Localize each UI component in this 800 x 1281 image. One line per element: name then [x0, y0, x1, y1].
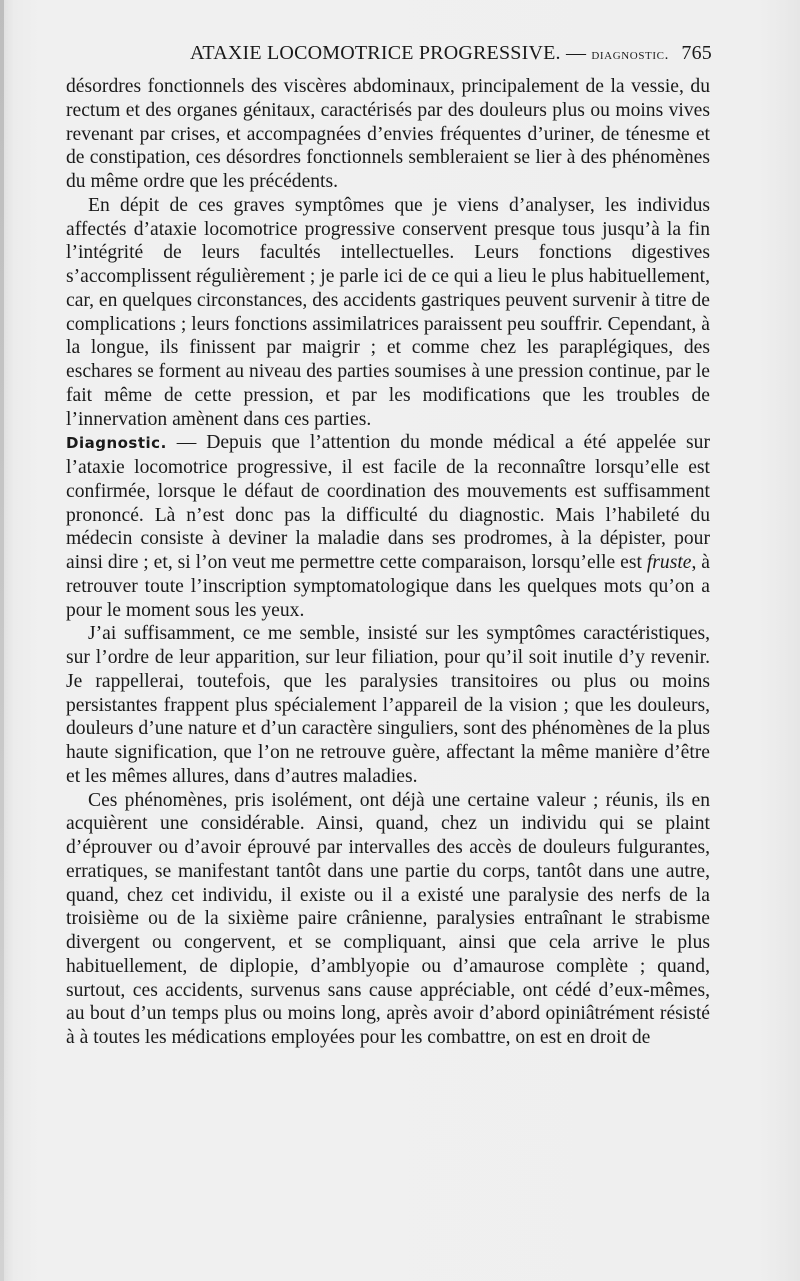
header-section: diagnostic.: [591, 47, 669, 63]
diagnostic-text-b: , à retrouver toute l’inscription symptomatologique dans les quelques mots qu’on a pour le moment sous les yeux.: [66, 552, 711, 621]
header-dash: —: [565, 42, 587, 64]
section-heading-diagnostic: Diagnostic.: [66, 434, 167, 453]
paragraph-symptoms: J’ai suffisamment, ce me semble, insisté sur les symptômes caractéristiques, sur l’ordre de leur apparition, sur leur filiation, pour qu’il soit inutile d’y revenir. Je rappellerai, toutefois, que les paralysies transitoires ou plus ou moins persistantes frappent plus spécialement l’appareil de la vision ; que les douleurs, douleurs d’une nature et d’un caractère singuliers, sont des phénomènes de la plus haute signification, que l’on ne retrouve guère, affectant la même manière d’être et les mêmes allures, dans d’autres maladies.: [66, 623, 710, 787]
header-title: ATAXIE LOCOMOTRICE PROGRESSIVE.: [190, 42, 561, 64]
diagnostic-italic-word: fruste: [646, 552, 692, 573]
paragraph-diagnostic: [66, 431, 710, 622]
diagnostic-text-a: — Depuis que l’attention du monde médical a été appelée sur l’ataxie locomotrice progressive, il est facile de la reconnaître lorsqu’elle est confirmée, lorsque le défaut de coordination des mouvements est suffisamment prononcé. Là n’est donc pas la difficulté du diagnostic. Mais l’habileté du médecin consiste à deviner la maladie dans ses prodromes, à la dépister, pour ainsi dire ; et, si l’on veut me permettre cette comparaison, lorsqu’elle est: [66, 432, 710, 573]
header-title-line: [190, 42, 669, 65]
page-gutter-shadow: [0, 0, 4, 1281]
body-text: [66, 75, 710, 1050]
paragraph-intellect: En dépit de ces graves symptômes que je viens d’analyser, les individus affectés d’ataxie locomotrice progressive conservent presque tous jusqu’à la fin l’intégrité de leurs facultés intellectuelles. Leurs fonctions digestives s’accomplissent régulièrement ; je parle ici de ce qui a lieu le plus habituellement, car, en quelques circonstances, des accidents gastriques peuvent survenir à titre de complications ; leurs fonctions assimilatrices paraissent peu souffrir. Cependant, à la longue, ils finissent par maigrir ; et comme chez les paraplégiques, des eschares se forment au niveau des parties soumises à une pression continue, par le fait même de cette pression, et par les modifications que les troubles de l’innervation amènent dans ces parties.: [66, 194, 710, 430]
paragraph-phenomena: Ces phénomènes, pris isolément, ont déjà une certaine valeur ; réunis, ils en acquièrent une considérable. Ainsi, quand, chez un individu qui se plaint d’éprouver ou d’avoir éprouvé par intervalles des accès de douleurs fulgurantes, erratiques, se manifestant tantôt dans une partie du corps, tantôt dans une autre, quand, chez cet individu, il existe ou il a existé une paralysie des nerfs de la troisième ou de la sixième paire crânienne, paralysies entraînant le strabisme divergent ou congervent, et se compliquant, ainsi que cela arrive le plus habituellement, de diplopie, d’amblyopie ou d’amaurose complète ; quand, surtout, ces accidents, survenus sans cause appréciable, ont cédé d’eux-mêmes, au bout d’un temps plus ou moins long, après avoir d’abord opiniâtrément résisté à à toutes les médications employées pour les combattre, on est en droit de: [66, 789, 710, 1048]
page-number: 765: [681, 42, 712, 64]
paragraph-continued: désordres fonctionnels des viscères abdominaux, principalement de la vessie, du rectum et des organes génitaux, caractérisés par des douleurs plus ou moins vives revenant par crises, et accompagnées d’envies fréquentes d’uriner, de ténesme et de constipation, ces désordres fonctionnels sembleraient se lier à des phénomènes du même ordre que les précédents.: [66, 76, 710, 192]
running-header: [66, 42, 712, 72]
